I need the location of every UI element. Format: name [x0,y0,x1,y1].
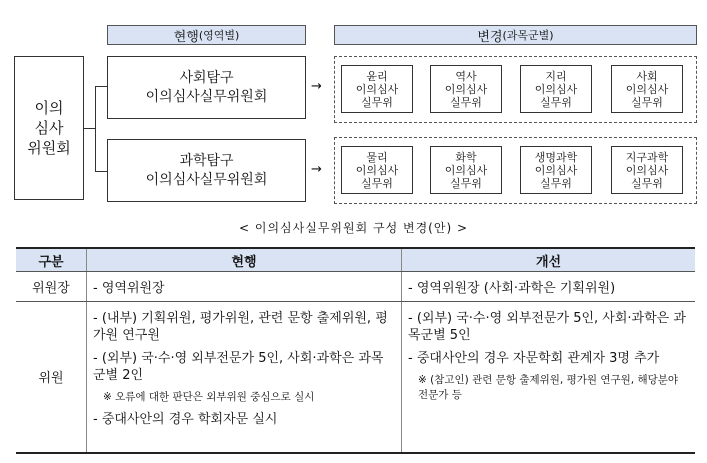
social-committee-box [107,56,306,119]
committee-box [14,56,84,200]
sub-line: 실무위 [631,176,663,190]
current-header-main: 현행 [173,29,199,45]
sub-line: 실무위 [361,95,393,109]
sub-name: 윤리 [366,69,388,83]
table-header-row [16,248,695,272]
connector-trunk [84,128,95,129]
changed-header-main: 변경 [477,29,503,45]
members-improved-note: ※ (참고인) 관련 문항 출제위원, 평가원 연구원, 해당분야 전문가 등 [418,374,679,401]
committee-line-3: 위원회 [27,139,71,157]
science-committee-box [107,139,306,202]
current-header [107,25,306,45]
sub-line: 이의심사 [444,163,488,177]
chair-current: - 영역위원장 [87,272,402,302]
sub-line: 이의심사 [625,82,669,96]
social-arrow-icon: → [311,79,322,94]
row-label-members: 위원 [16,302,87,453]
sub-line: 실무위 [540,95,572,109]
sub-box-society [611,65,683,113]
members-current-item: - (외부) 국·수·영 외부전문가 5인, 사회·과학은 과목군별 2인 [93,351,384,383]
sub-box-life-science [520,146,592,194]
col-header-improved: 개선 [402,248,696,272]
sub-line: 실무위 [631,95,663,109]
col-header-current: 현행 [87,248,402,272]
sub-line: 실무위 [540,176,572,190]
sub-line: 실무위 [361,176,393,190]
current-header-sub: (영역별) [198,29,240,42]
committee-line-1: 이의 [34,99,64,117]
members-current-note: ※ 오류에 대한 판단은 외부위원 중심으로 실시 [103,391,315,403]
members-improved-item: - (외부) 국·수·영 외부전문가 5인, 사회·과학은 과목군별 5인 [408,311,686,343]
comparison-table [16,247,695,454]
sub-name: 사회 [636,69,658,83]
col-header-category: 구분 [16,248,87,272]
sub-line: 이의심사 [355,82,399,96]
table-row-members [16,302,695,453]
social-title: 사회탐구 [179,69,234,86]
members-improved [402,302,696,453]
table-row-chair [16,272,695,302]
chair-improved: - 영역위원장 (사회·과학은 기획위원) [402,272,696,302]
diagram-caption: < 이의심사실무위원회 구성 변경(안) > [238,221,469,235]
changed-header [334,25,697,45]
changed-header-sub: (과목군별) [502,29,554,42]
members-current-item: - 중대사안의 경우 학회자문 실시 [93,412,278,427]
science-arrow-icon: → [311,162,322,177]
members-current-item: - (내부) 기획위원, 평가위원, 관련 문항 출제위원, 평가원 연구원 [93,311,388,343]
sub-box-history [430,65,502,113]
members-improved-item: - 중대사안의 경우 자문학회 관계자 3명 추가 [408,351,660,366]
sub-box-chemistry [430,146,502,194]
sub-name: 지리 [545,69,567,83]
sub-line: 실무위 [450,95,482,109]
sub-name: 화학 [455,150,477,164]
sub-line: 실무위 [450,176,482,190]
sub-line: 이의심사 [625,163,669,177]
sub-line: 이의심사 [444,82,488,96]
sub-box-geography [520,65,592,113]
row-label-chair: 위원장 [16,272,87,302]
sub-line: 이의심사 [355,163,399,177]
science-subtitle: 이의심사실무위원회 [145,171,268,188]
connector-vertical [95,86,96,172]
committee-line-2: 심사 [34,119,64,137]
sub-name: 생명과학 [534,150,578,164]
sub-line: 이의심사 [534,163,578,177]
sub-line: 이의심사 [534,82,578,96]
sub-name: 역사 [455,69,477,83]
sub-name: 지구과학 [625,150,669,164]
sub-box-physics [341,146,413,194]
social-subtitle: 이의심사실무위원회 [145,88,268,105]
science-title: 과학탐구 [179,152,234,169]
sub-box-earth-science [611,146,683,194]
sub-box-ethics [341,65,413,113]
members-current [87,302,402,453]
sub-name: 물리 [366,150,388,164]
